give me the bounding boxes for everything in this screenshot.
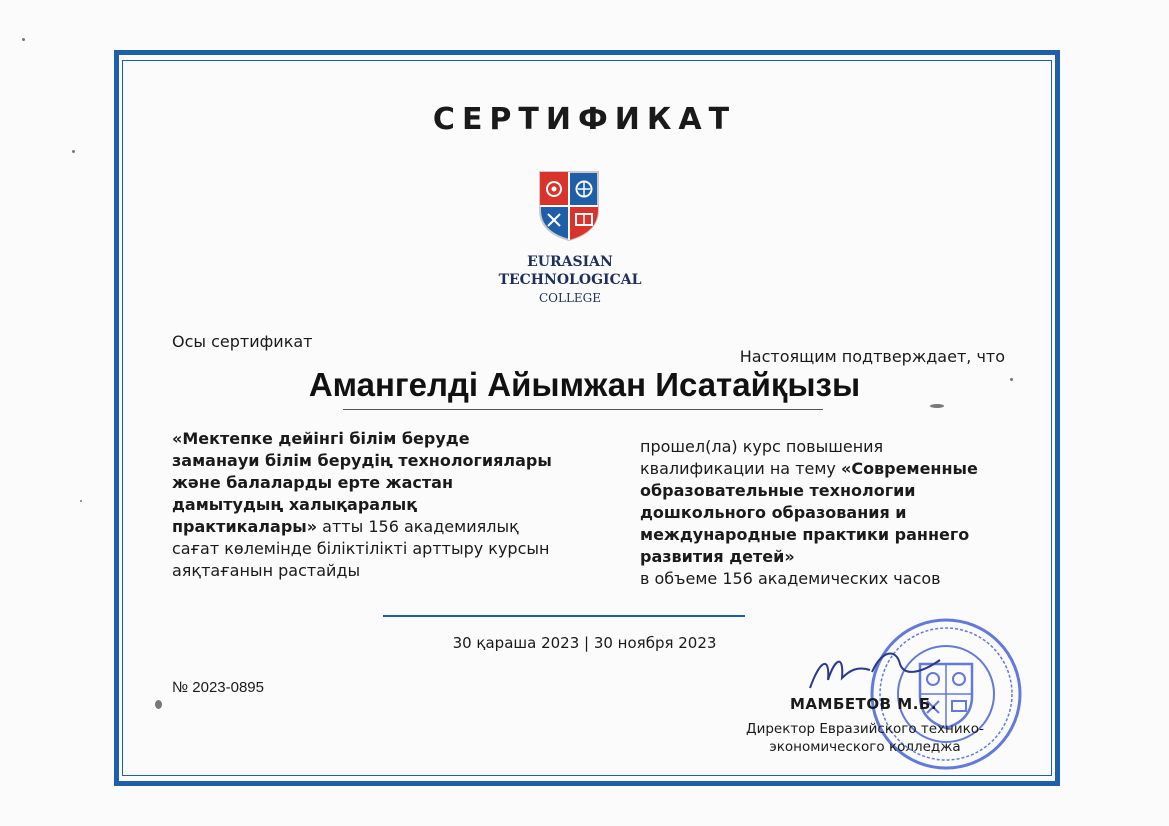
date-divider bbox=[383, 615, 745, 617]
recipient-name: Амангелді Айымжан Исатайқызы bbox=[308, 366, 861, 403]
college-shield-logo bbox=[538, 170, 600, 242]
issue-date: 30 қараша 2023 | 30 ноября 2023 bbox=[452, 634, 717, 652]
kazakh-intro: Осы сертификат bbox=[172, 332, 313, 351]
scan-speck bbox=[930, 404, 944, 408]
college-name-line-1: EURASIAN bbox=[527, 254, 613, 270]
college-name-line-3: COLLEGE bbox=[538, 291, 602, 305]
kazakh-course-title: «Мектепке дейінгі білім беруде заманауи білім берудің технологиялары және балаларды ерте жастан дамытудың халықаралық практикалары» bbox=[172, 429, 552, 536]
certificate-number: № 2023-0895 bbox=[172, 679, 264, 696]
russian-course-title: «Современные образовательные технологии дошкольного образования и международные практики раннего развития детей» bbox=[640, 459, 978, 566]
scan-speck bbox=[1010, 378, 1013, 381]
scan-speck bbox=[72, 150, 75, 153]
russian-course-details: в объеме 156 академических часов bbox=[640, 569, 941, 588]
signer-position: Директор Евразийского технико-экономического колледжа bbox=[746, 721, 984, 755]
russian-course-lead: прошел(ла) курс повышения квалификации на тему bbox=[640, 437, 884, 478]
russian-course-text bbox=[640, 436, 990, 590]
kazakh-course-text bbox=[172, 428, 557, 582]
name-underline bbox=[343, 409, 823, 410]
scan-speck bbox=[80, 500, 82, 502]
certificate-title: СЕРТИФИКАТ bbox=[432, 102, 737, 137]
russian-intro: Настоящим подтверждает, что bbox=[739, 347, 1005, 366]
signer-name: МАМБЕТОВ М.Б. bbox=[790, 695, 938, 713]
director-signature bbox=[800, 640, 950, 700]
scan-speck bbox=[22, 38, 25, 41]
scan-speck bbox=[155, 700, 162, 709]
kazakh-course-details: атты 156 академиялық сағат көлемінде біліктілікті арттыру курсын аяқтағанын растайды bbox=[172, 517, 550, 580]
college-name-line-2: TECHNOLOGICAL bbox=[498, 272, 642, 288]
